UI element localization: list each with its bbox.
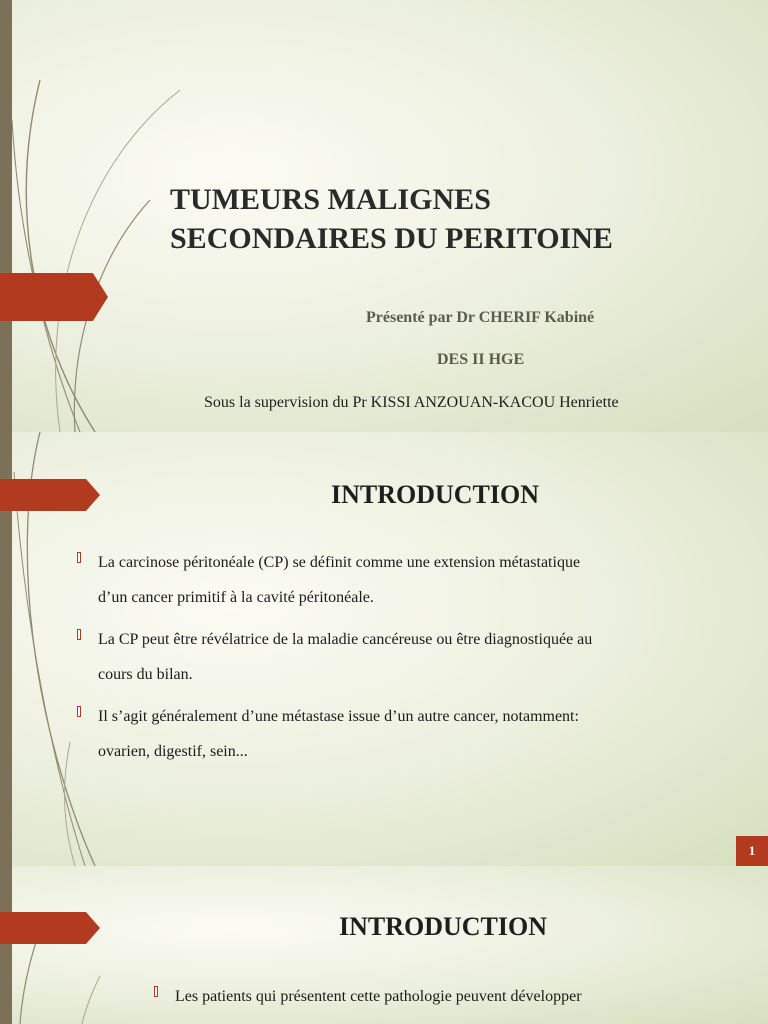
bullet-text-line: Les patients qui présentent cette pathologie peuvent développer (175, 988, 582, 1005)
bullet-text-line: La carcinose péritonéale (CP) se définit comme une extension métastatique (98, 554, 581, 571)
bullet-item (98, 545, 592, 615)
slide-heading: INTRODUCTION (338, 912, 548, 941)
slide-number-badge: 1 (736, 836, 768, 866)
bullet-icon (77, 706, 81, 717)
bullet-item (98, 699, 592, 769)
title-line-2: SECONDAIRES DU PERITOINE (170, 222, 613, 255)
bullet-text-line: La CP peut être révélatrice de la maladie cancéreuse ou être diagnostiquée au (98, 631, 593, 648)
bullet-item (175, 979, 582, 1014)
left-accent-bar (0, 866, 12, 1024)
bullet-icon (77, 552, 81, 563)
presenter-name: Présenté par Dr CHERIF Kabiné (366, 309, 595, 326)
bullet-text-line: cours du bilan. (98, 666, 193, 683)
bullet-list (98, 545, 592, 769)
slide-heading: INTRODUCTION (330, 480, 540, 509)
bullet-text-line: ovarien, digestif, sein... (98, 743, 248, 760)
title-red-tab (0, 273, 108, 321)
bullet-icon (77, 629, 81, 640)
bullet-icon (154, 986, 158, 997)
left-accent-bar (0, 0, 12, 432)
bullet-list (175, 979, 582, 1014)
bullet-text-line: d’un cancer primitif à la cavité péritonéale. (98, 589, 374, 606)
introduction-slide (0, 432, 768, 866)
title-slide (0, 0, 768, 432)
title-line-1: TUMEURS MALIGNES (170, 183, 491, 216)
bullet-text-line: Il s’agit généralement d’une métastase issue d’un autre cancer, notamment: (98, 708, 579, 725)
bullet-item (98, 622, 592, 692)
presentation-title (170, 180, 613, 258)
supervision-line: Sous la supervision du Pr KISSI ANZOUAN-KACOU Henriette (204, 394, 619, 411)
introduction-slide-continued (0, 866, 768, 1024)
presenter-degree: DES II HGE (437, 351, 525, 368)
